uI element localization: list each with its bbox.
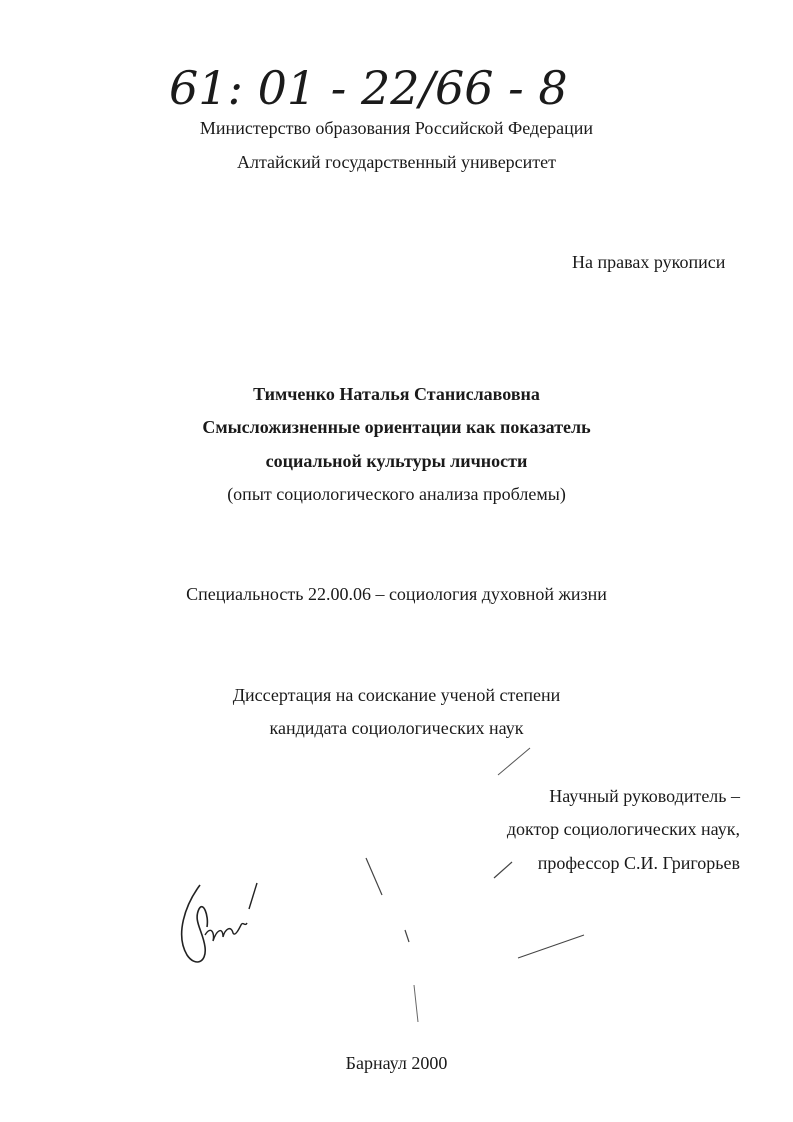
supervisor-line-2: доктор социологических наук,	[506, 819, 740, 839]
thesis-subtitle: (опыт социологического анализа проблемы)	[227, 484, 566, 504]
supervisor-line-3: профессор С.И. Григорьев	[537, 853, 740, 873]
manuscript-note: На правах рукописи	[572, 252, 726, 272]
university-name: Алтайский государственный университет	[236, 152, 557, 172]
handwritten-signature	[165, 875, 275, 975]
author-name: Тимченко Наталья Станиславовна	[253, 384, 540, 404]
ministry-name: Министерство образования Российской Федерации	[199, 118, 594, 138]
specialty: Специальность 22.00.06 – социология духовной жизни	[186, 584, 607, 604]
supervisor-line-1: Научный руководитель –	[549, 786, 740, 806]
thesis-title-line-2: социальной культуры личности	[265, 451, 528, 471]
place-and-year: Барнаул 2000	[345, 1053, 448, 1073]
dissertation-line-1: Диссертация на соискание ученой степени	[232, 685, 561, 705]
dissertation-line-2: кандидата социологических наук	[269, 718, 524, 738]
handwritten-archive-code	[165, 58, 568, 118]
handwritten-code-text: 61: 01 - 22/66 - 8	[169, 61, 568, 115]
thesis-title-line-1: Смысложизненные ориентации как показатель	[202, 417, 591, 437]
